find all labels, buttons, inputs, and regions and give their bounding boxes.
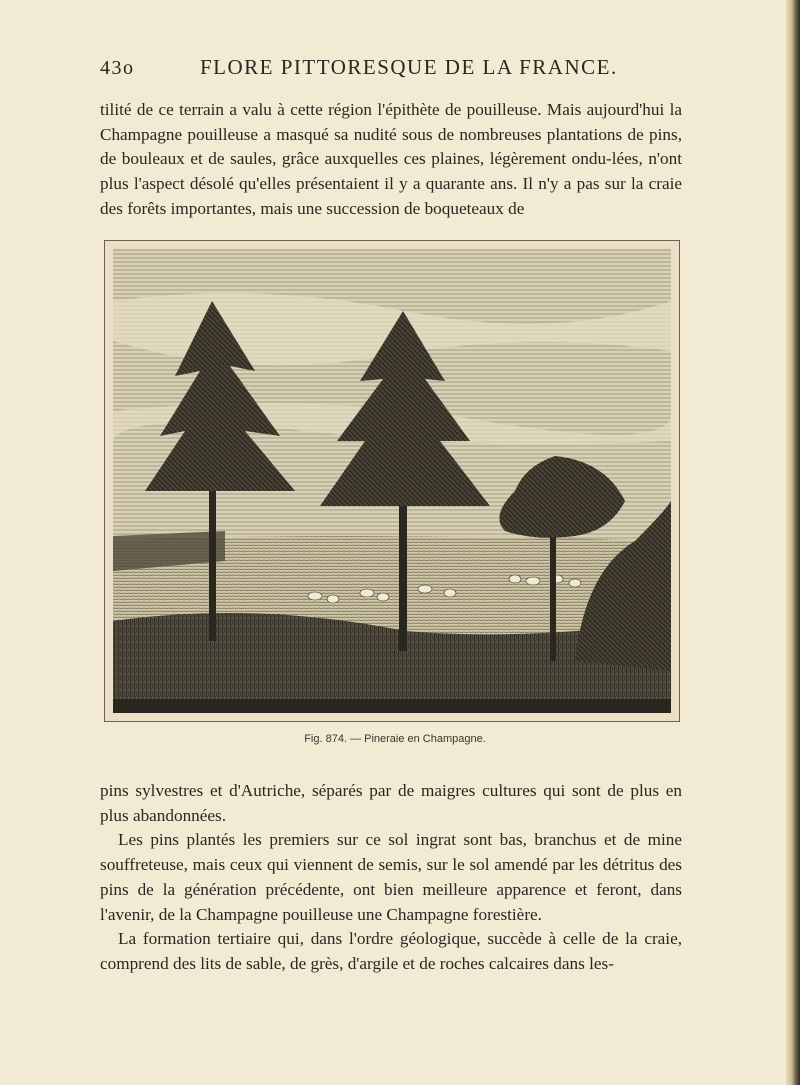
- pine-grove-engraving: [105, 241, 679, 721]
- paragraph-1: pins sylvestres et d'Autriche, séparés par de maigres cultures qui sont de plus en plus abandonnées.: [100, 781, 682, 825]
- running-title: FLORE PITTORESQUE DE LA FRANCE.: [200, 55, 618, 79]
- page-header: [100, 55, 690, 85]
- paragraph-continued: tilité de ce terrain a valu à cette région l'épithète de pouilleuse. Mais aujourd'hui la Champagne pouilleuse a masqué sa nudité sous de nombreuses plantations de pins, de bouleaux et de saules, grâce auxquelles ces plaines, légèrement ondu-lées, n'ont plus l'aspect désolé qu'elles présentaient il y a quarante ans. Il n'y a pas sur la craie des forêts importantes, mais une succession de boqueteaux de: [100, 100, 682, 218]
- body-text-bottom: [100, 779, 682, 977]
- engraving-illustration: [104, 240, 680, 722]
- figure-caption: Fig. 874. — Pineraie en Champagne.: [304, 733, 486, 745]
- page-binding-edge: [786, 0, 800, 1085]
- paragraph-2: Les pins plantés les premiers sur ce sol ingrat sont bas, branchus et de mine souffreteuse, mais ceux qui viennent de semis, sur le sol amendé par les détritus des pins de la génération précédente, ont bien meilleure apparence et feront, dans l'avenir, de la Champagne pouilleuse une Champagne forestière.: [100, 830, 682, 924]
- paragraph-3: La formation tertiaire qui, dans l'ordre géologique, succède à celle de la craie, comprend des lits de sable, de grès, d'argile et de roches calcaires dans les-: [100, 929, 682, 973]
- page-number: 43o: [100, 57, 135, 79]
- body-text-top: [100, 98, 682, 222]
